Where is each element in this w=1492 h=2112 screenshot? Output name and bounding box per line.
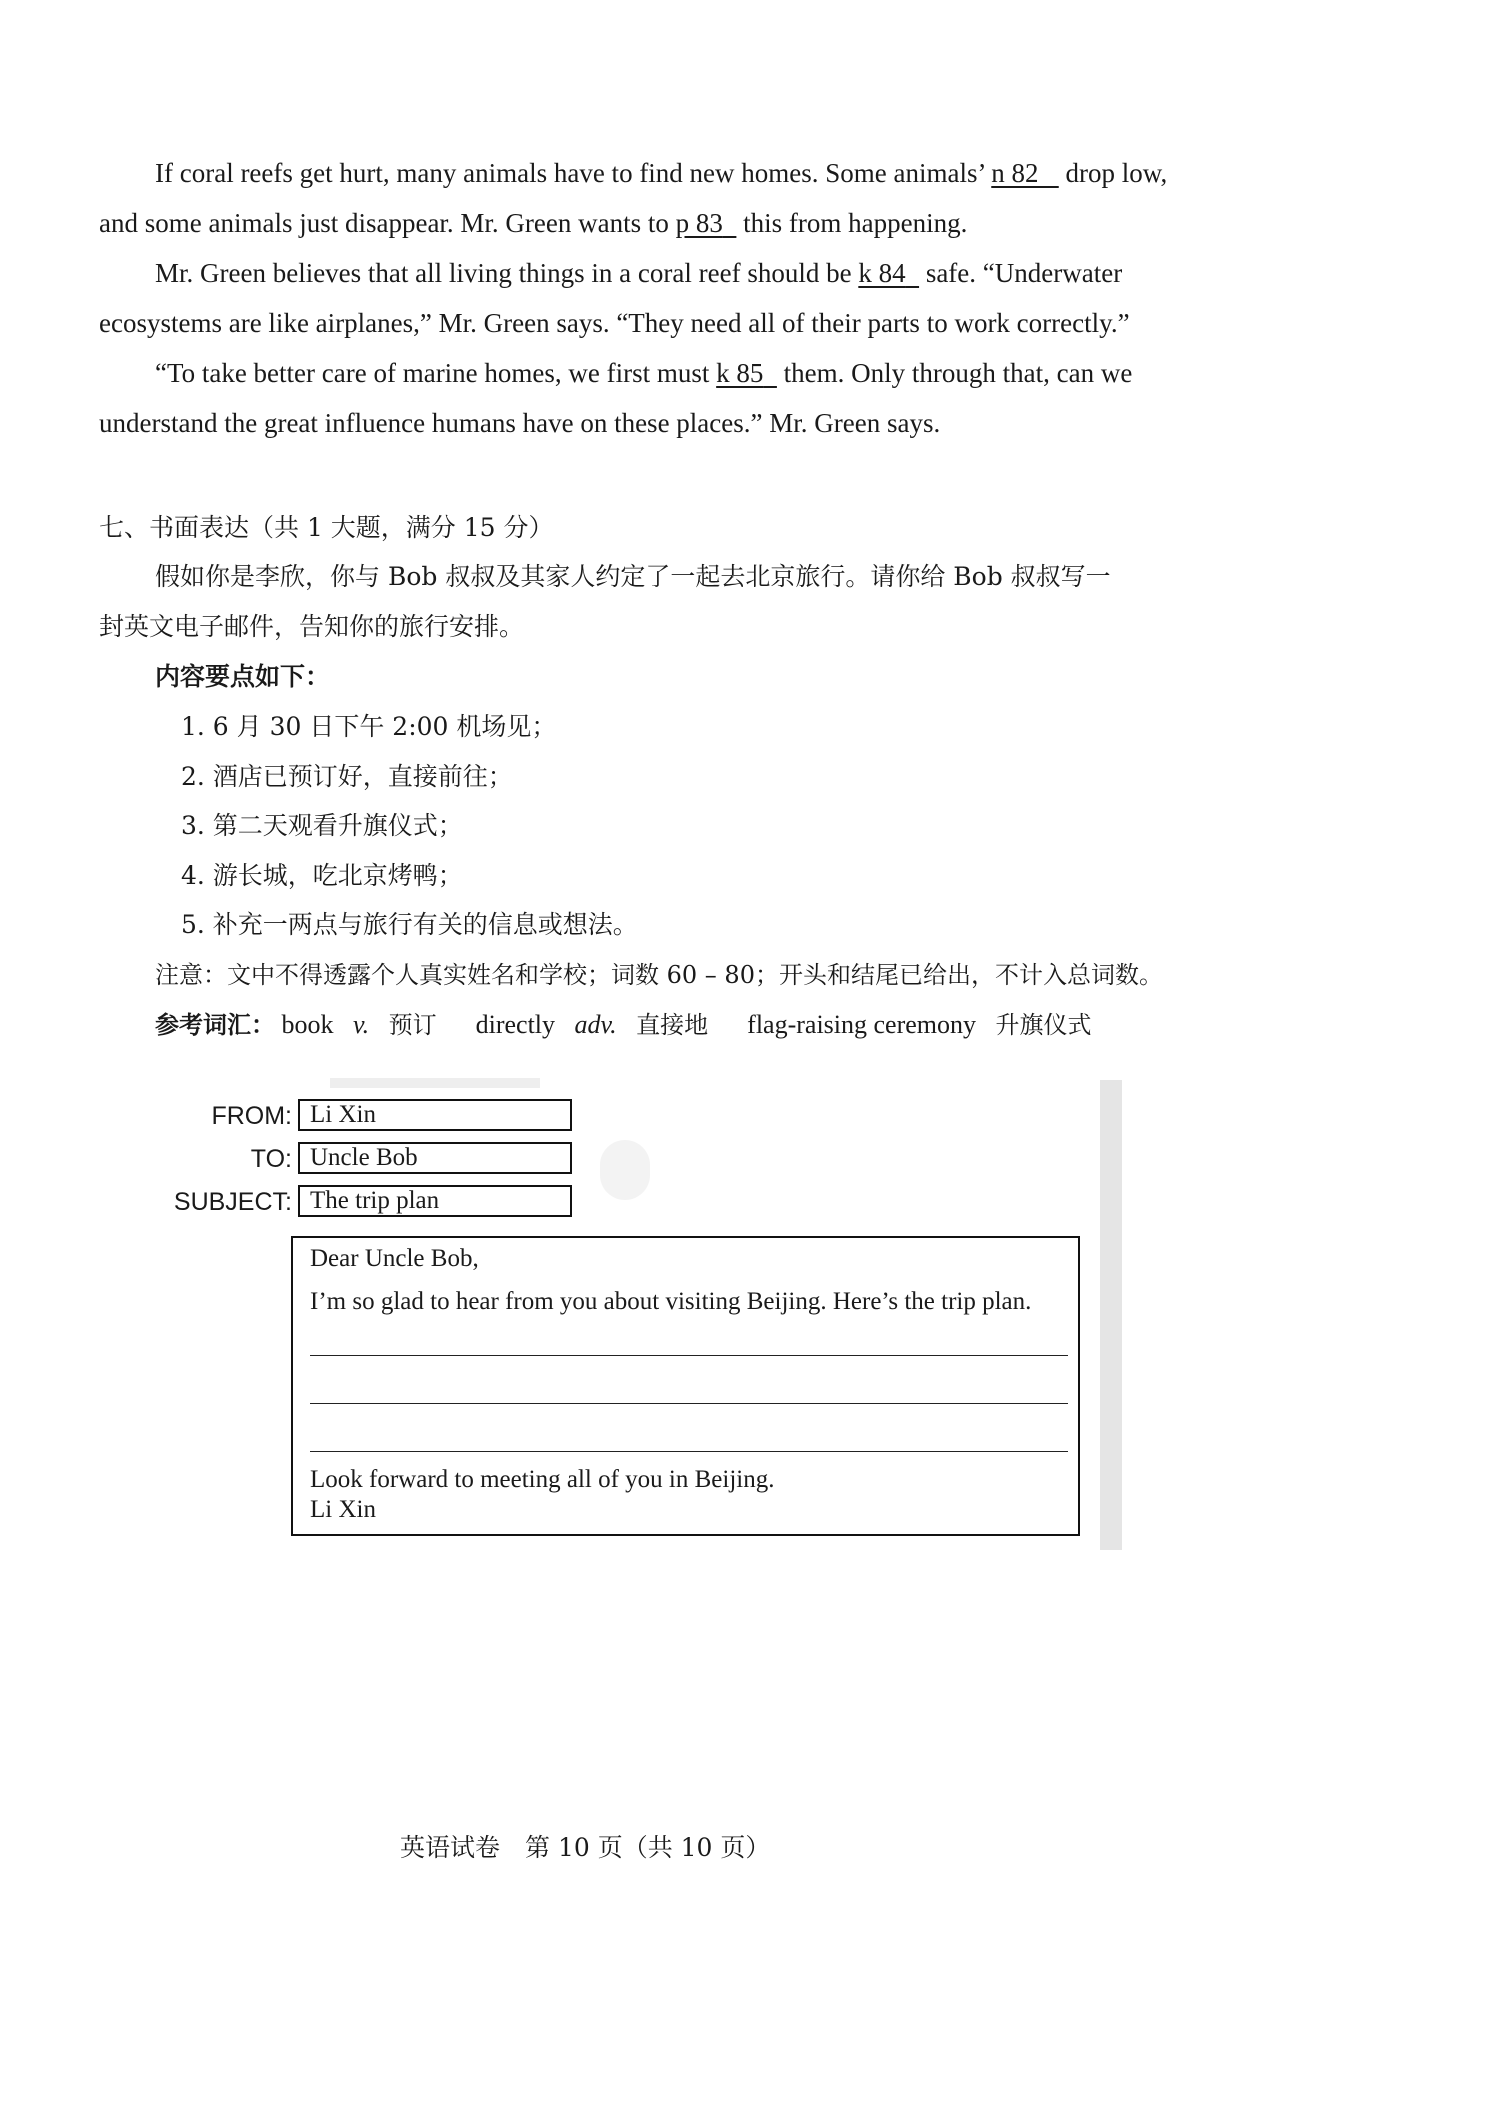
from-label: FROM: xyxy=(211,1102,292,1130)
blank-85: k 85 xyxy=(716,358,764,388)
email-greeting: Dear Uncle Bob, xyxy=(310,1245,479,1272)
passage-line-4 xyxy=(99,308,1130,339)
vocab-line xyxy=(155,1005,1092,1040)
point-5: 5. 补充一两点与旅行有关的信息或想法。 xyxy=(181,910,638,939)
to-label: TO: xyxy=(250,1145,292,1173)
passage-line-2 xyxy=(99,208,967,239)
passage-text: Mr. Green believes that all living things in a coral reef should be xyxy=(155,258,852,288)
subject-label: SUBJECT: xyxy=(173,1188,292,1216)
vocab-label: 参考词汇： xyxy=(155,1010,275,1039)
points-title: 内容要点如下： xyxy=(155,662,331,691)
passage-line-3 xyxy=(155,258,1122,289)
email-opening: I’m so glad to hear from you about visiting Beijing. Here’s the trip plan. xyxy=(310,1288,1032,1315)
blank-pad xyxy=(906,258,920,288)
note: 注意：文中不得透露个人真实姓名和学校；词数 60 – 80；开头和结尾已给出，不计入总词数。 xyxy=(155,961,1163,989)
blank-pad xyxy=(1039,158,1059,188)
passage-text: understand the great influence humans have on these places.” Mr. Green says. xyxy=(99,408,941,438)
vocab-meaning: 直接地 xyxy=(636,1011,709,1039)
blank-83: p 83 xyxy=(675,208,723,238)
writing-line-1 xyxy=(310,1355,1068,1356)
blank-82: n 82 xyxy=(991,158,1039,188)
passage-text: and some animals just disappear. Mr. Green wants to xyxy=(99,208,669,238)
vocab-word: directly xyxy=(475,1010,556,1039)
from-field: Li Xin xyxy=(298,1099,572,1131)
passage-line-1 xyxy=(155,158,1167,189)
section-intro-2: 封英文电子邮件，告知你的旅行安排。 xyxy=(99,612,525,641)
passage-text: drop low, xyxy=(1065,158,1168,188)
subject-field: The trip plan xyxy=(298,1185,572,1217)
blank-pad xyxy=(763,358,777,388)
vocab-word: flag-raising ceremony xyxy=(747,1010,977,1039)
vocab-pos: v. xyxy=(353,1010,370,1039)
email-closing: Look forward to meeting all of you in Beijing. xyxy=(310,1466,775,1493)
vocab-pos: adv. xyxy=(574,1010,617,1039)
vocab-meaning: 预订 xyxy=(388,1011,437,1039)
section-heading: 七、书面表达（共 1 大题，满分 15 分） xyxy=(99,513,554,542)
scan-smudge xyxy=(600,1140,650,1200)
passage-text: them. Only through that, can we xyxy=(783,358,1133,388)
point-4: 4. 游长城，吃北京烤鸭； xyxy=(181,861,463,890)
writing-line-3 xyxy=(310,1451,1068,1452)
section-intro-1: 假如你是李欣，你与 Bob 叔叔及其家人约定了一起去北京旅行。请你给 Bob 叔叔写一 xyxy=(155,562,1111,591)
passage-text: If coral reefs get hurt, many animals have to find new homes. Some animals’ xyxy=(155,158,985,188)
scan-top-shadow xyxy=(330,1078,540,1088)
page-footer: 英语试卷 第 10 页（共 10 页） xyxy=(400,1833,771,1862)
passage-text: safe. “Underwater xyxy=(925,258,1123,288)
to-field: Uncle Bob xyxy=(298,1142,572,1174)
scan-edge-shadow xyxy=(1100,1080,1122,1550)
passage-text: “To take better care of marine homes, we first must xyxy=(155,358,710,388)
passage-text: this from happening. xyxy=(743,208,968,238)
blank-84: k 84 xyxy=(858,258,906,288)
passage-text: ecosystems are like airplanes,” Mr. Green says. “They need all of their parts to work correctly.” xyxy=(99,308,1130,338)
point-3: 3. 第二天观看升旗仪式； xyxy=(181,811,463,840)
passage-line-5 xyxy=(155,358,1132,389)
vocab-word: book xyxy=(281,1010,334,1039)
writing-line-2 xyxy=(310,1403,1068,1404)
passage-line-6 xyxy=(99,408,940,439)
blank-pad xyxy=(723,208,737,238)
point-2: 2. 酒店已预订好，直接前往； xyxy=(181,762,513,791)
vocab-meaning: 升旗仪式 xyxy=(995,1011,1092,1039)
point-1: 1. 6 月 30 日下午 2:00 机场见； xyxy=(181,712,557,741)
email-signature: Li Xin xyxy=(310,1496,376,1523)
